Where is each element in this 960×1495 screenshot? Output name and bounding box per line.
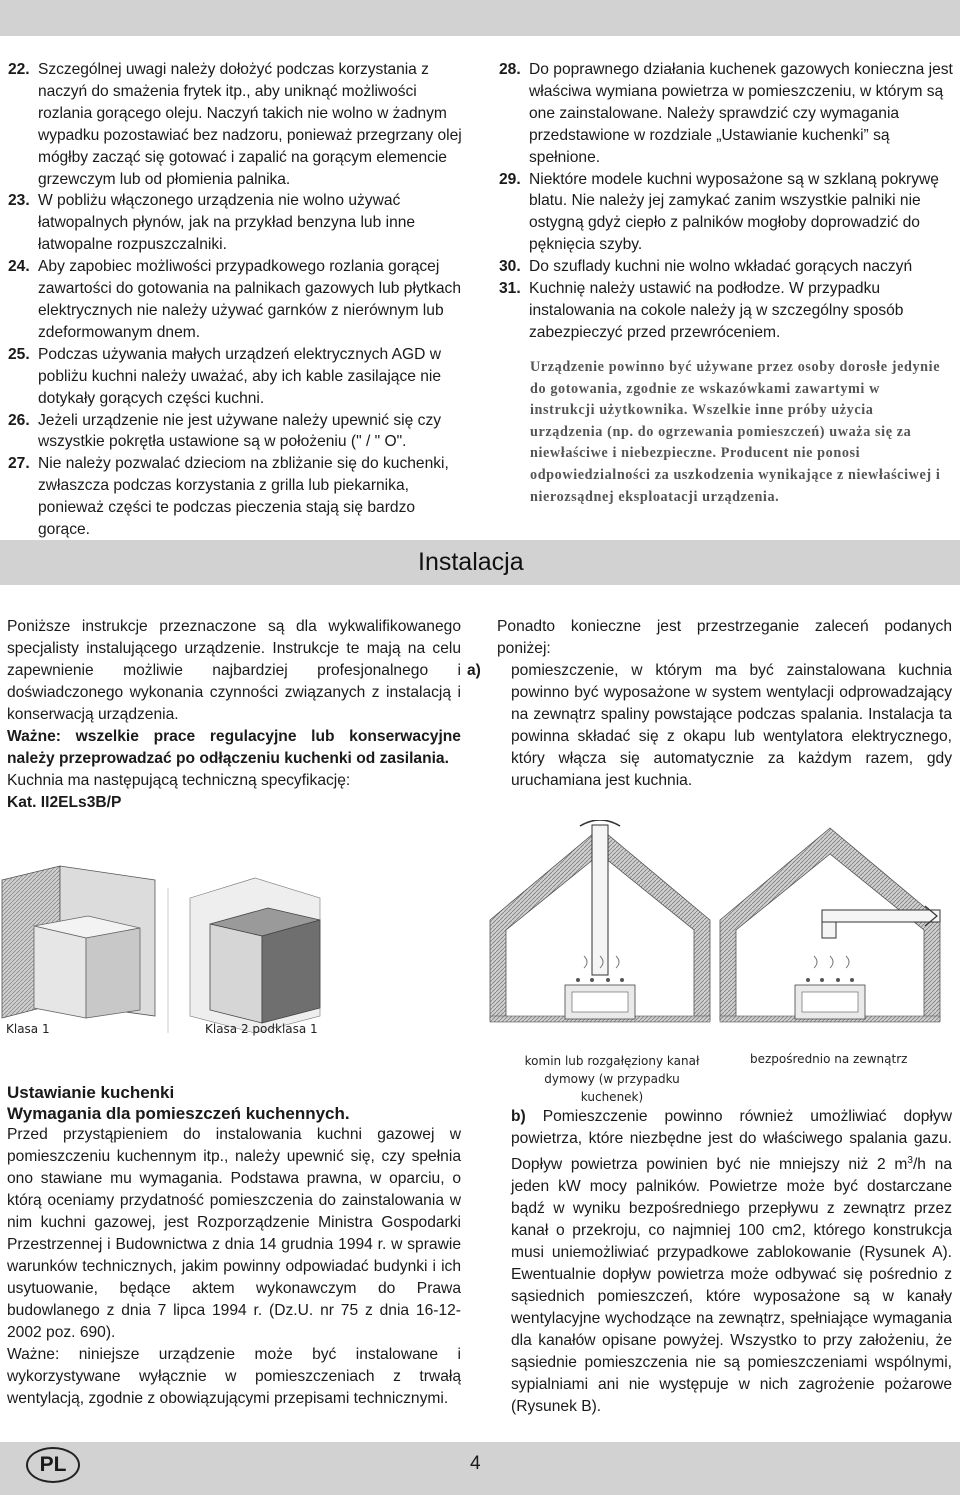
list-item: 28. Do poprawnego działania kuchenek gazowych konieczna jest właściwa wymiana powietrza w pomieszczeniu, w którym są one zainstalowane. Należy sprawdzić czy wymagania przedstawione w rozdziale „Ustawianie kuchenki” są spełnione. [499,61,953,166]
ventilation-houses-figure [480,820,950,1030]
list-item: 22. Szczególnej uwagi należy dołożyć podczas korzystania z naczyń do smażenia frytek itp., aby uniknąć możliwości rozlania gorącego oleju. Naczyń takich nie wolno w żadnym wypadku pozostawiać bez nadzoru, ponieważ przegrzany olej mógłby zacząć się gotować i zapalić na gorącym elemencie grzewczym lub od płomienia palnika. [8,61,462,188]
spec-intro: Kuchnia ma następującą techniczną specyfikację: [7,772,351,789]
setup-heading: Ustawianie kuchenki [7,1083,175,1102]
requirements-intro [467,616,952,792]
safety-list-left [8,59,466,541]
section-title: Instalacja [418,548,524,576]
list-item: 24. Aby zapobiec możliwości przypadkowego rozlania gorącej zawartości do gotowania na palnikach gazowych lub płytkach elektrycznych nie należy używać garnków z nierównym lub zdeformowanym dnem. [8,258,462,341]
list-item: 30. Do szuflady kuchni nie wolno wkładać gorących naczyń [499,258,913,276]
setup-subheading: Wymagania dla pomieszczeń kuchennych. [7,1104,350,1123]
usage-warning: Urządzenie powinno być używane przez osoby dorosłe jedynie do gotowania, zgodnie ze wskazówkami zawartymi w instrukcji użytkownika. Wszelkie inne próby użycia urządzenia (np. do ogrzewania pomieszczeń) uważa się za niewłaściwe i niebezpieczne. Producent nie ponosi odpowiedzialności za uszkodzenia wynikające z niewłaściwej i nierozsądnej eksploatacji urządzenia. [530,359,941,505]
list-item: 26. Jeżeli urządzenie nie jest używane należy upewnić się czy wszystkie pokrętła ustawione są w położeniu (" / " O". [8,411,442,451]
requirements-paragraph: Ponadto konieczne jest przestrzeganie zaleceń podanych poniżej: [497,618,952,657]
header-bar [0,0,960,36]
list-item: 29. Niektóre modele kuchni wyposażone są w szklaną pokrywę blatu. Nie należy jej zamykać zanim wszystkie palniki nie ostygną gdyż ciepło z palników mogłoby doprowadzić do pęknięcia szyby. [499,170,939,254]
list-item: 27. Nie należy pozwalać dzieciom na zbliżanie się do kuchenki, zwłaszcza podczas korzystania z grilla lub piekarnika, ponieważ części te podczas pieczenia stają się bardzo gorące. [8,455,449,539]
caption-chimney: komin lub rozgałęziony kanał dymowy (w przypadku kuchenek) [524,1054,700,1104]
requirement-b-text: b) Pomieszczenie powinno również umożliwiać dopływ powietrza, które niezbędne jest do właściwego spalania gazu. Dopływ powietrza powinien być nie mniejszy niż 2 $m^3/h$ na jeden kW mocy palników. Powietrze może być dostarczane bądź w wyniku bezpośredniego przepływu z zewnątrz przez kanał o przekroju, co najmniej 100 cm2, którego konstrukcja musi uniemożliwiać przypadkowe zablokowanie (Rysunek A). Ewentualnie dopływ powietrza może odbywać się pośrednio z sąsiednich pomieszczeń, które wyposażone są w kanały wentylacyjne wychodzące na zewnątrz, spełniające wymagania dla kanałów opisane powyżej. Wszystko to przy założeniu, że sąsiednie pomieszczenia nie są pomieszczeniami wspólnymi, sypialniami ani nie występuje w nich zagrożenie pożarowe (Rysunek B). [511,1108,953,1416]
setup-important: Ważne: niniejsze urządzenie może być instalowane i wykorzystywane wyłącznie w pomieszczeniach z trwałą wentylacją, zgodnie z obowiązującymi przepisami technicznymi. [7,1346,461,1407]
caption-direct-outside: bezpośrednio na zewnątrz [750,1052,908,1066]
setup-section [7,1082,461,1410]
house-chimney-diagram [490,820,710,1022]
intro-paragraph: Poniższe instrukcje przeznaczone są dla wykwalifikowanego specjalisty instalującego urządzenie. Instrukcje te mają na celu zapewnienie możliwie najbardziej profesjonalnego i doświadczonego wykonania czynności związanych z instalacją i konserwacją urządzenia. [7,618,461,723]
installation-intro [7,616,461,814]
caption-klasa-1: Klasa 1 [6,1022,50,1036]
caption-klasa-2: Klasa 2 podklasa 1 [205,1022,318,1036]
list-item: 25. Podczas używania małych urządzeń elektrycznych AGD w pobliżu kuchni należy uważać, aby ich kable zasilające nie dotykały gorących części kuchni. [8,345,442,407]
setup-body: Przed przystąpieniem do instalowania kuchni gazowej w pomieszczeniu kuchennym itp., należy upewnić się, czy spełnia ono stawiane mu wymagania. Podstawa prawna, w oparciu, o którą oceniamy przydatność pomieszczenia do zainstalowania w nim kuchni gazowej, jest Rozporządzenie Ministra Gospodarki Przestrzennej i Budownictwa z dnia 14 grudnia 1994 r. w sprawie warunków technicznych, jakim powinny odpowiadać budynki i ich usytuowanie, będące aktem wykonawczym do Prawa budowlanego z dnia 7 lipca 1994 r. (Dz.U. nr 75 z dnia 16-12-2002 poz. 690). [7,1126,461,1341]
safety-list-right [499,59,957,344]
requirement-a: a) pomieszczenie, w którym ma być zainstalowana kuchnia powinno być wyposażone w system wentylacji odprowadzający na zewnątrz spaliny powstające podczas spalania. Instalacja ta powinna składać się z okapu lub wentylatora elektrycznego, który włącza się automatycznie za każdym razem, gdy uruchamiana jest kuchnia. [467,662,952,789]
list-item: 23. W pobliżu włączonego urządzenia nie wolno używać łatwopalnych płynów, jak na przykład benzyna lub inne łatwopalne rozpuszczalniki. [8,192,416,254]
installation-classes-figure [0,858,340,1038]
spec-category: Kat. II2ELs3B/P [7,794,122,811]
language-badge: PL [26,1447,80,1483]
important-note: Ważne: wszelkie prace regulacyjne lub konserwacyjne należy przeprowadzać po odłączeniu kuchenki od zasilania. [7,728,461,767]
list-item: 31. Kuchnię należy ustawić na podłodze. W przypadku instalowania na cokole należy ją w szczególny sposób zabezpieczyć przed przewróceniem. [499,280,904,341]
house-direct-vent-diagram [720,828,940,1022]
requirement-b [511,1106,952,1418]
page-number: 4 [470,1453,481,1474]
